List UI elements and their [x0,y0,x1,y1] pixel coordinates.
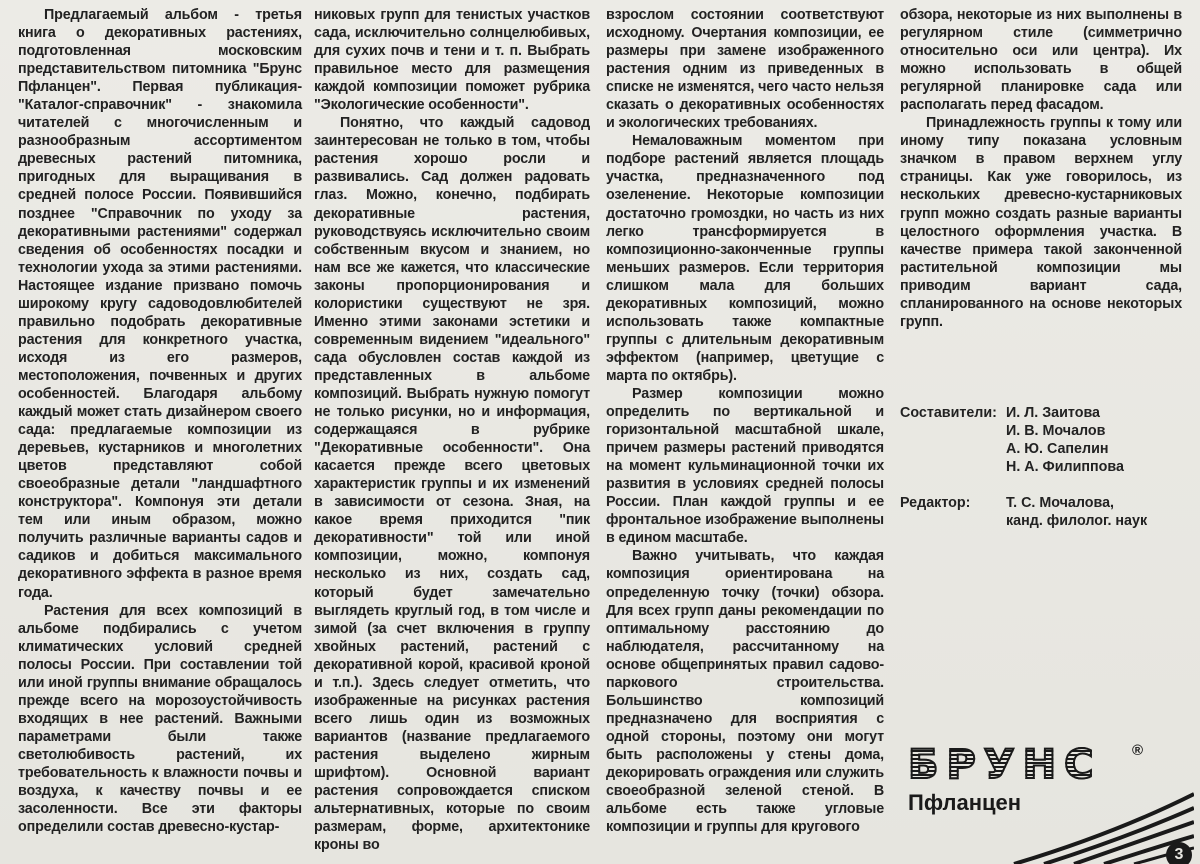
paragraph: Важно учитывать, что каждая композиция ориентирована на определенную точку (точки) обзора. Для всех групп даны рекомендации по оптимальному расстоянию до наблюдателя, рассчитанному на основе общепринятых правил садово-паркового строительства. Большинство композиций предназначено для восприятия с одной стороны, поэтому они могут быть расположены у стены дома, декорировать ограждения или служить своеобразной зеленой стеной. В альбоме есть также угловые композиции и группы для кругового [606,548,884,836]
editor-name: Т. С. Мочалова, [1006,495,1115,512]
compiler-name: И. Л. Заитова [1006,405,1100,421]
editor-degree: канд. филолог. наук [1006,513,1148,530]
paragraph: Размер композиции можно определить по вертикальной и горизонтальной масштабной шкале, причем размеры растений приводятся на момент кульминационной точки их развития в условиях средней полосы России. План каждой группы и ее фронтальное изображение выполнены в едином масштабе. [606,385,884,547]
paragraph: взрослом состоянии соответствуют исходному. Очертания композиции, ее размеры при замене изображенного растения одним из приведенных в списке не изменятся, чего часто нельзя сказать о декоративных особенностях и экологических требованиях. [606,7,884,132]
compilers-list [1006,404,1124,476]
editor-label: Редактор: [900,495,971,512]
text-column-1 [18,6,302,836]
paragraph: Принадлежность группы к тому или иному типу показана условным значком в правом верхнем углу страницы. Как уже говорилось, из нескольких древесно-кустарниковых групп можно создать разные варианты целостного оформления участка. В качестве примера такой законченной растительной композиции мы приводим вариант сада, спланированного на основе некоторых групп. [900,115,1182,330]
compiler-name: А. Ю. Сапелин [1006,441,1109,458]
text-column-4 [900,6,1182,331]
page-number: 3 [1166,842,1192,864]
editor-row [900,494,1190,530]
compilers-row [900,404,1190,476]
brand-subtitle: Пфланцен [908,790,1022,815]
editor-info [1006,494,1147,530]
compiler-name: Н. А. Филиппова [1006,459,1124,476]
compilers-label: Составители: [900,405,997,421]
registered-mark: ® [1132,742,1144,759]
brand-name: БРУНС [908,742,1102,788]
compiler-name: И. В. Мочалов [1006,423,1106,440]
text-column-2 [314,6,590,854]
paragraph: никовых групп для тенистых участков сада, исключительно солнцелюбивых, для сухих почв и тени и т. п. Выбрать правильное место для размещения каждой композиции поможет рубрика "Экологические особенности". [314,7,590,114]
brand-logo [904,736,1194,864]
credits-block [900,404,1190,531]
paragraph: Немаловажным моментом при подборе растений является площадь участка, предназначенного под озеленение. Некоторые композиции достаточно громоздки, но часть из них легко трансформируется в композиционно-законченные группы меньших размеров. Если территория слишком мала для больших декоративных композиций, можно использовать также компактные группы с длительным декоративным эффектом (например, цветущие с марта по октябрь). [606,133,884,384]
paragraph: обзора, некоторые из них выполнены в регулярном стиле (симметрично относительно оси или центра). Их можно использовать в общей регулярной планировке сада или располагать перед фасадом. [900,7,1182,114]
paragraph: Предлагаемый альбом - третья книга о декоративных растениях, подготовленная московским представительством питомника "Брунс Пфланцен". Первая публикация-"Каталог-справочник" - знакомила читателей с многочисленным и разнообразным ассортиментом древесных растений питомника, пригодных для выращивания в средней полосе России. Появившийся позднее "Справочник по уходу за декоративными растениями" содержал сведения об особенностях посадки и технологии ухода за этими растениями. Настоящее издание призвано помочь широкому кругу садоводовлюбителей правильно подобрать декоративные растения для конкретного участка, исходя из его размеров, местоположения, почвенных и других особенностей. Благодаря альбому каждый может стать дизайнером своего сада: предлагаемые композиции из деревьев, кустарников и многолетних цветов представляют собой своеобразные детали "ландшафтного конструктора". Компонуя эти детали тем или иным образом, можно получить различные варианты садов и садиков и добиться максимального декоративного эффекта в разное время года. [18,7,302,601]
paragraph: Понятно, что каждый садовод заинтересован не только в том, чтобы растения хорошо росли и развивались. Сад должен радовать глаз. Можно, конечно, подбирать декоративные растения, руководствуясь исключительно своим собственным вкусом и знанием, но нам все же кажется, что классические законы пропорционирования и колористики существуют не зря. Именно этими законами эстетики и современным видением "идеального" сада обусловлен состав каждой из представленных в альбоме композиций. Выбрать нужную помогут не только рисунки, но и информация, содержащаяся в рубрике "Декоративные особенности". Она касается прежде всего цветовых характеристик группы и их изменений в зависимости от сезона. Зная, на какое время приходится "пик декоративности" той или иной композиции, можно, компонуя несколько из них, создать сад, который будет замечательно выглядеть круглый год, в том числе и зимой (за счет включения в группу хвойных растений, растений с декоративной корой, красивой кроной и т.п.). Здесь следует отметить, что изображенные на рисунках растения всего лишь один из возможных вариантов (название предлагаемого растения выделено жирным шрифтом). Основной вариант растения сопровождается списком альтернативных, которые по своим размерам, форме, архитектонике кроны во [314,115,590,854]
paragraph: Растения для всех композиций в альбоме подбирались с учетом климатических условий средней полосы России. При составлении той или иной группы внимание обращалось прежде всего на морозоустойчивость входящих в нее растений. Важными параметрами были также светолюбивость растений, их требовательность к влажности почвы и воздуха, к качеству почвы и ее засоленности. Все эти факторы определили состав древесно-кустар- [18,602,302,836]
text-column-3 [606,6,884,836]
